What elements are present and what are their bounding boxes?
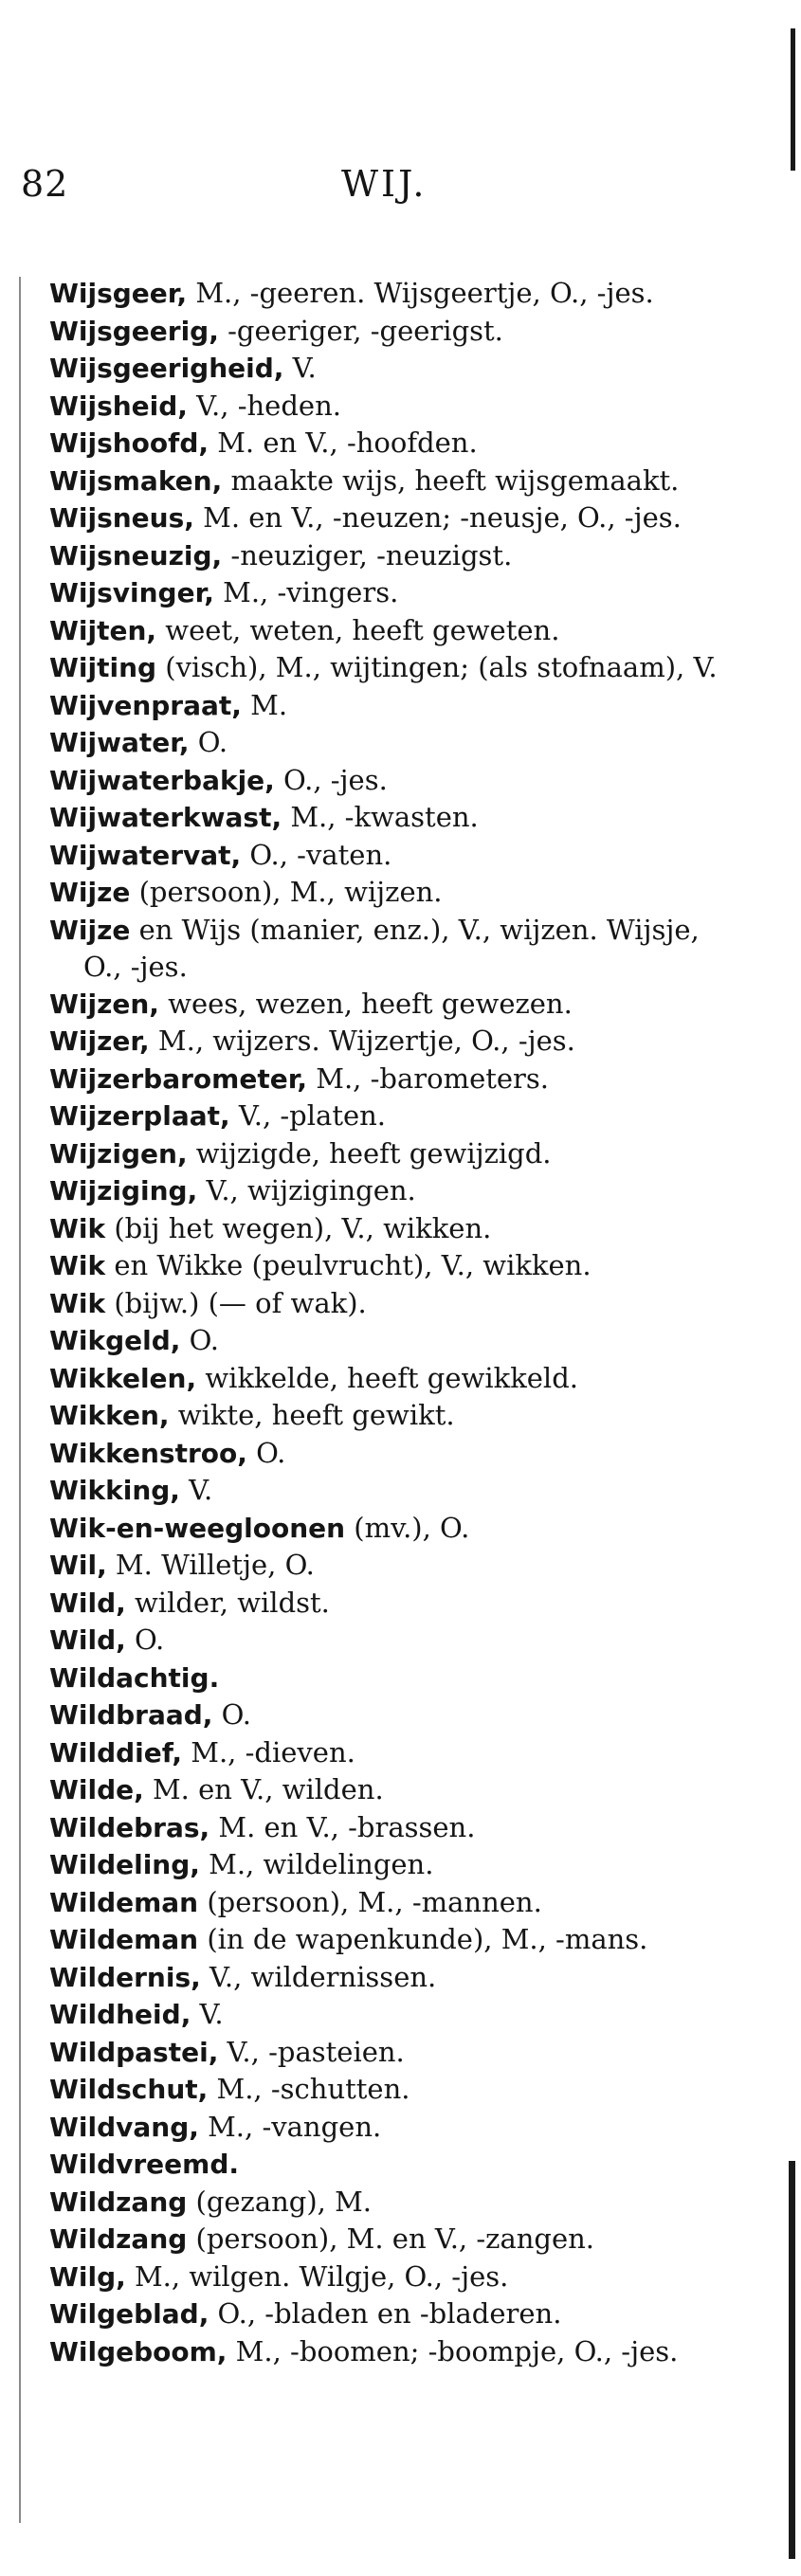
entry-definition: M. en V., -brassen. xyxy=(209,1810,476,1843)
entry-definition: M., -kwasten. xyxy=(282,801,479,833)
entry-definition: M. en V., wilden. xyxy=(143,1773,384,1805)
entry-definition: -geeriger, -geerigst. xyxy=(218,314,503,347)
dictionary-entry xyxy=(49,1884,737,1922)
entry-headword: Wikkenstroo, xyxy=(49,1437,247,1469)
dictionary-entry xyxy=(49,2034,737,2072)
dictionary-entry xyxy=(49,2071,737,2109)
entry-headword: Wijzerplaat, xyxy=(49,1100,230,1132)
entry-definition: M., -barometers. xyxy=(307,1061,550,1095)
entry-definition: M., -vangen. xyxy=(198,2110,382,2143)
entry-headword: Wildebras, xyxy=(49,1811,210,1843)
entry-headword: Wilddief, xyxy=(49,1736,183,1769)
dictionary-entry xyxy=(49,425,737,463)
entry-definition: O., -bladen en -bladeren. xyxy=(209,2297,562,2330)
left-margin-rule xyxy=(19,277,21,2523)
dictionary-entry xyxy=(49,574,737,612)
dictionary-entry xyxy=(49,1547,737,1585)
entry-definition: O. xyxy=(189,726,228,758)
entry-definition: maakte wijs, heeft wijsgemaakt. xyxy=(222,463,680,497)
entry-definition: V. xyxy=(191,1998,224,2030)
entry-definition: M., wildelingen. xyxy=(199,1848,434,1880)
entry-headword: Wijwater, xyxy=(49,727,190,758)
dictionary-entry xyxy=(49,499,737,537)
entry-definition: wikkelde, heeft gewikkeld. xyxy=(196,1361,578,1394)
dictionary-entry xyxy=(49,350,737,388)
entry-headword: Wijze xyxy=(49,877,131,908)
entry-headword: Wik xyxy=(49,1287,106,1319)
dictionary-entry xyxy=(49,1734,737,1772)
dictionary-entry xyxy=(49,874,737,912)
entry-definition: wijzigde, heeft gewijzigd. xyxy=(187,1136,552,1170)
dictionary-entry xyxy=(49,2221,737,2259)
dictionary-entry xyxy=(49,1360,737,1398)
dictionary-entry xyxy=(49,1996,737,2034)
dictionary-entry xyxy=(49,2333,737,2371)
entry-headword: Wik xyxy=(49,1212,106,1244)
dictionary-entry xyxy=(49,1846,737,1884)
entry-headword: Wijwatervat, xyxy=(49,839,242,871)
entry-definition: V. xyxy=(283,352,317,384)
entry-headword: Wildeman xyxy=(49,1886,199,1918)
dictionary-entry xyxy=(49,1247,737,1285)
entry-definition: weet, weten, heeft geweten. xyxy=(156,613,560,646)
entry-definition: (gezang), M. xyxy=(187,2185,373,2218)
entry-definition: en Wikke (peulvrucht), V., wikken. xyxy=(105,1249,592,1281)
dictionary-entry xyxy=(49,1322,737,1360)
entry-definition: V., -heden. xyxy=(187,389,341,422)
entry-headword: Wijting xyxy=(49,652,157,683)
entry-definition: O. xyxy=(125,1624,165,1656)
entry-definition: M., -schutten. xyxy=(208,2073,410,2105)
entry-definition: O., -jes. xyxy=(274,763,388,796)
entry-headword: Wildzang xyxy=(49,2223,188,2255)
entry-headword: Wijsneuzig, xyxy=(49,539,223,571)
dictionary-entry xyxy=(49,388,737,426)
entry-definition: (visch), M., wijtingen; (als stofnaam), V. xyxy=(156,651,718,683)
entry-headword: Wildheid, xyxy=(49,1999,191,2030)
entry-definition: (bijw.) (— of wak). xyxy=(105,1286,367,1319)
entry-headword: Wildeling, xyxy=(49,1849,200,1880)
entry-headword: Wildpastei, xyxy=(49,2036,219,2068)
entry-headword: Wijsgeerig, xyxy=(49,315,219,347)
entry-headword: Wikken, xyxy=(49,1400,170,1431)
entry-definition: (persoon), M. en V., -zangen. xyxy=(187,2222,595,2255)
entry-headword: Wijze xyxy=(49,914,131,946)
entry-definition: O. xyxy=(212,1698,251,1731)
dictionary-entry xyxy=(49,1510,737,1548)
dictionary-entry xyxy=(49,1622,737,1660)
dictionary-entry xyxy=(49,724,737,762)
entry-headword: Wild, xyxy=(49,1624,126,1656)
entry-definition: wikte, heeft gewikt. xyxy=(169,1399,455,1431)
entry-definition: M., wijzers. Wijzertje, O., -jes. xyxy=(149,1025,575,1057)
entry-headword: Wildeman xyxy=(49,1924,199,1955)
dictionary-entry xyxy=(49,1285,737,1323)
dictionary-entry xyxy=(49,1210,737,1248)
dictionary-entry xyxy=(49,1135,737,1173)
entry-headword: Wijsvinger, xyxy=(49,577,214,608)
entry-headword: Wilg, xyxy=(49,2260,126,2293)
entry-headword: Wijshoofd, xyxy=(49,427,209,459)
entry-definition: V. xyxy=(179,1474,213,1506)
entry-headword: Wijsmaken, xyxy=(49,464,223,497)
dictionary-entry xyxy=(49,1771,737,1809)
entry-definition: V., -platen. xyxy=(229,1099,387,1132)
dictionary-entry xyxy=(49,1585,737,1623)
entry-definition: M., -boomen; -boompje, O., -jes. xyxy=(227,2334,679,2367)
entry-definition: (mv.), O. xyxy=(345,1511,470,1544)
entry-headword: Wijsgeer, xyxy=(49,278,188,309)
entry-definition: en Wijs (manier, enz.), V., wijzen. Wijsje, O., -jes. xyxy=(83,913,700,983)
dictionary-entry xyxy=(49,313,737,351)
right-page-edge xyxy=(789,2161,795,2559)
dictionary-entry xyxy=(49,649,737,687)
entry-headword: Wijzen, xyxy=(49,988,159,1020)
dictionary-entry xyxy=(49,986,737,1024)
entry-headword: Wijsgeerigheid, xyxy=(49,353,284,384)
dictionary-entry xyxy=(49,612,737,650)
entry-definition: M. Willetje, O. xyxy=(106,1549,315,1581)
dictionary-entry xyxy=(49,1696,737,1734)
entry-definition: -neuziger, -neuzigst. xyxy=(222,538,513,571)
dictionary-entry xyxy=(49,2295,737,2333)
dictionary-entry xyxy=(49,837,737,875)
entry-definition: wees, wezen, heeft gewezen. xyxy=(158,987,573,1020)
entry-headword: Wik xyxy=(49,1250,106,1281)
dictionary-entry xyxy=(49,463,737,500)
dictionary-entry xyxy=(49,1472,737,1510)
entry-headword: Wijsneus, xyxy=(49,502,194,534)
dictionary-entry xyxy=(49,2109,737,2147)
dictionary-entry xyxy=(49,2146,737,2184)
entry-headword: Wildvang, xyxy=(49,2111,199,2143)
entry-headword: Wildvreemd. xyxy=(49,2149,240,2180)
entry-headword: Wijzigen, xyxy=(49,1137,188,1170)
dictionary-entry xyxy=(49,275,737,313)
entry-definition: V., -pasteien. xyxy=(218,2035,405,2068)
entry-headword: Wijwaterbakje, xyxy=(49,764,275,796)
entry-headword: Wildachtig. xyxy=(49,1661,220,1694)
entry-headword: Wik-en-weegloonen xyxy=(49,1512,346,1544)
entry-headword: Wijzerbarometer, xyxy=(49,1062,308,1095)
entry-headword: Wijvenpraat, xyxy=(49,689,242,721)
entry-definition: M. en V., -neuzen; -neusje, O., -jes. xyxy=(193,501,682,534)
dictionary-entry xyxy=(49,912,737,986)
dictionary-entry xyxy=(49,1172,737,1210)
entry-definition: (persoon), M., wijzen. xyxy=(130,876,443,908)
dictionary-entry xyxy=(49,1435,737,1473)
dictionary-entry xyxy=(49,1023,737,1061)
entry-headword: Wildernis, xyxy=(49,1961,201,1993)
dictionary-entry xyxy=(49,762,737,800)
dictionary-entry xyxy=(49,1959,737,1997)
entry-definition: V., wildernissen. xyxy=(200,1960,437,1993)
entry-definition: M., -dieven. xyxy=(182,1735,355,1769)
entry-headword: Wildbraad, xyxy=(49,1699,213,1731)
entry-headword: Wild, xyxy=(49,1587,126,1619)
entry-definition: M., -vingers. xyxy=(213,576,399,608)
entry-definition: M., wilgen. Wilgje, O., -jes. xyxy=(125,2259,509,2293)
entry-definition: O. xyxy=(246,1436,286,1469)
entry-definition: M. en V., -hoofden. xyxy=(209,426,478,459)
dictionary-entry xyxy=(49,1809,737,1847)
entry-definition: V., wijzigingen. xyxy=(197,1174,416,1206)
entry-headword: Wilgeblad, xyxy=(49,2298,209,2330)
dictionary-entry xyxy=(49,1921,737,1959)
dictionary-entry xyxy=(49,687,737,725)
entry-headword: Wijsheid, xyxy=(49,390,188,422)
dictionary-entry xyxy=(49,1660,737,1697)
dictionary-entry xyxy=(49,1397,737,1435)
dictionary-entry xyxy=(49,2259,737,2296)
entry-definition: (in de wapenkunde), M., -mans. xyxy=(198,1923,648,1955)
entry-headword: Wilde, xyxy=(49,1774,144,1805)
entry-headword: Wijwaterkwast, xyxy=(49,802,282,833)
entry-headword: Wijten, xyxy=(49,614,157,646)
entry-headword: Wil, xyxy=(49,1550,107,1581)
entry-headword: Wilgeboom, xyxy=(49,2335,228,2367)
entry-headword: Wikgeld, xyxy=(49,1325,181,1356)
entry-headword: Wikkelen, xyxy=(49,1362,197,1394)
entry-definition: (persoon), M., -mannen. xyxy=(198,1885,542,1918)
entry-definition: (bij het wegen), V., wikken. xyxy=(105,1211,492,1244)
entry-headword: Wijzer, xyxy=(49,1025,150,1057)
entry-headword: Wildschut, xyxy=(49,2074,209,2105)
entry-headword: Wijziging, xyxy=(49,1175,198,1206)
entry-definition: M. xyxy=(241,688,288,721)
entry-headword: Wildzang xyxy=(49,2186,188,2218)
right-page-edge xyxy=(791,28,795,171)
entry-definition: O., -vaten. xyxy=(241,838,392,871)
entry-definition: M., -geeren. Wijsgeertje, O., -jes. xyxy=(187,277,654,309)
dictionary-entry xyxy=(49,537,737,575)
dictionary-entry xyxy=(49,1061,737,1098)
entry-definition: O. xyxy=(180,1324,219,1356)
dictionary-entry xyxy=(49,799,737,837)
page-number: 82 xyxy=(21,163,69,205)
entry-headword: Wikking, xyxy=(49,1475,180,1506)
entry-definition: wilder, wildst. xyxy=(125,1586,330,1619)
dictionary-entry xyxy=(49,1098,737,1135)
dictionary-entries xyxy=(49,275,737,2370)
dictionary-entry xyxy=(49,2184,737,2222)
running-head: WIJ. xyxy=(341,163,428,205)
